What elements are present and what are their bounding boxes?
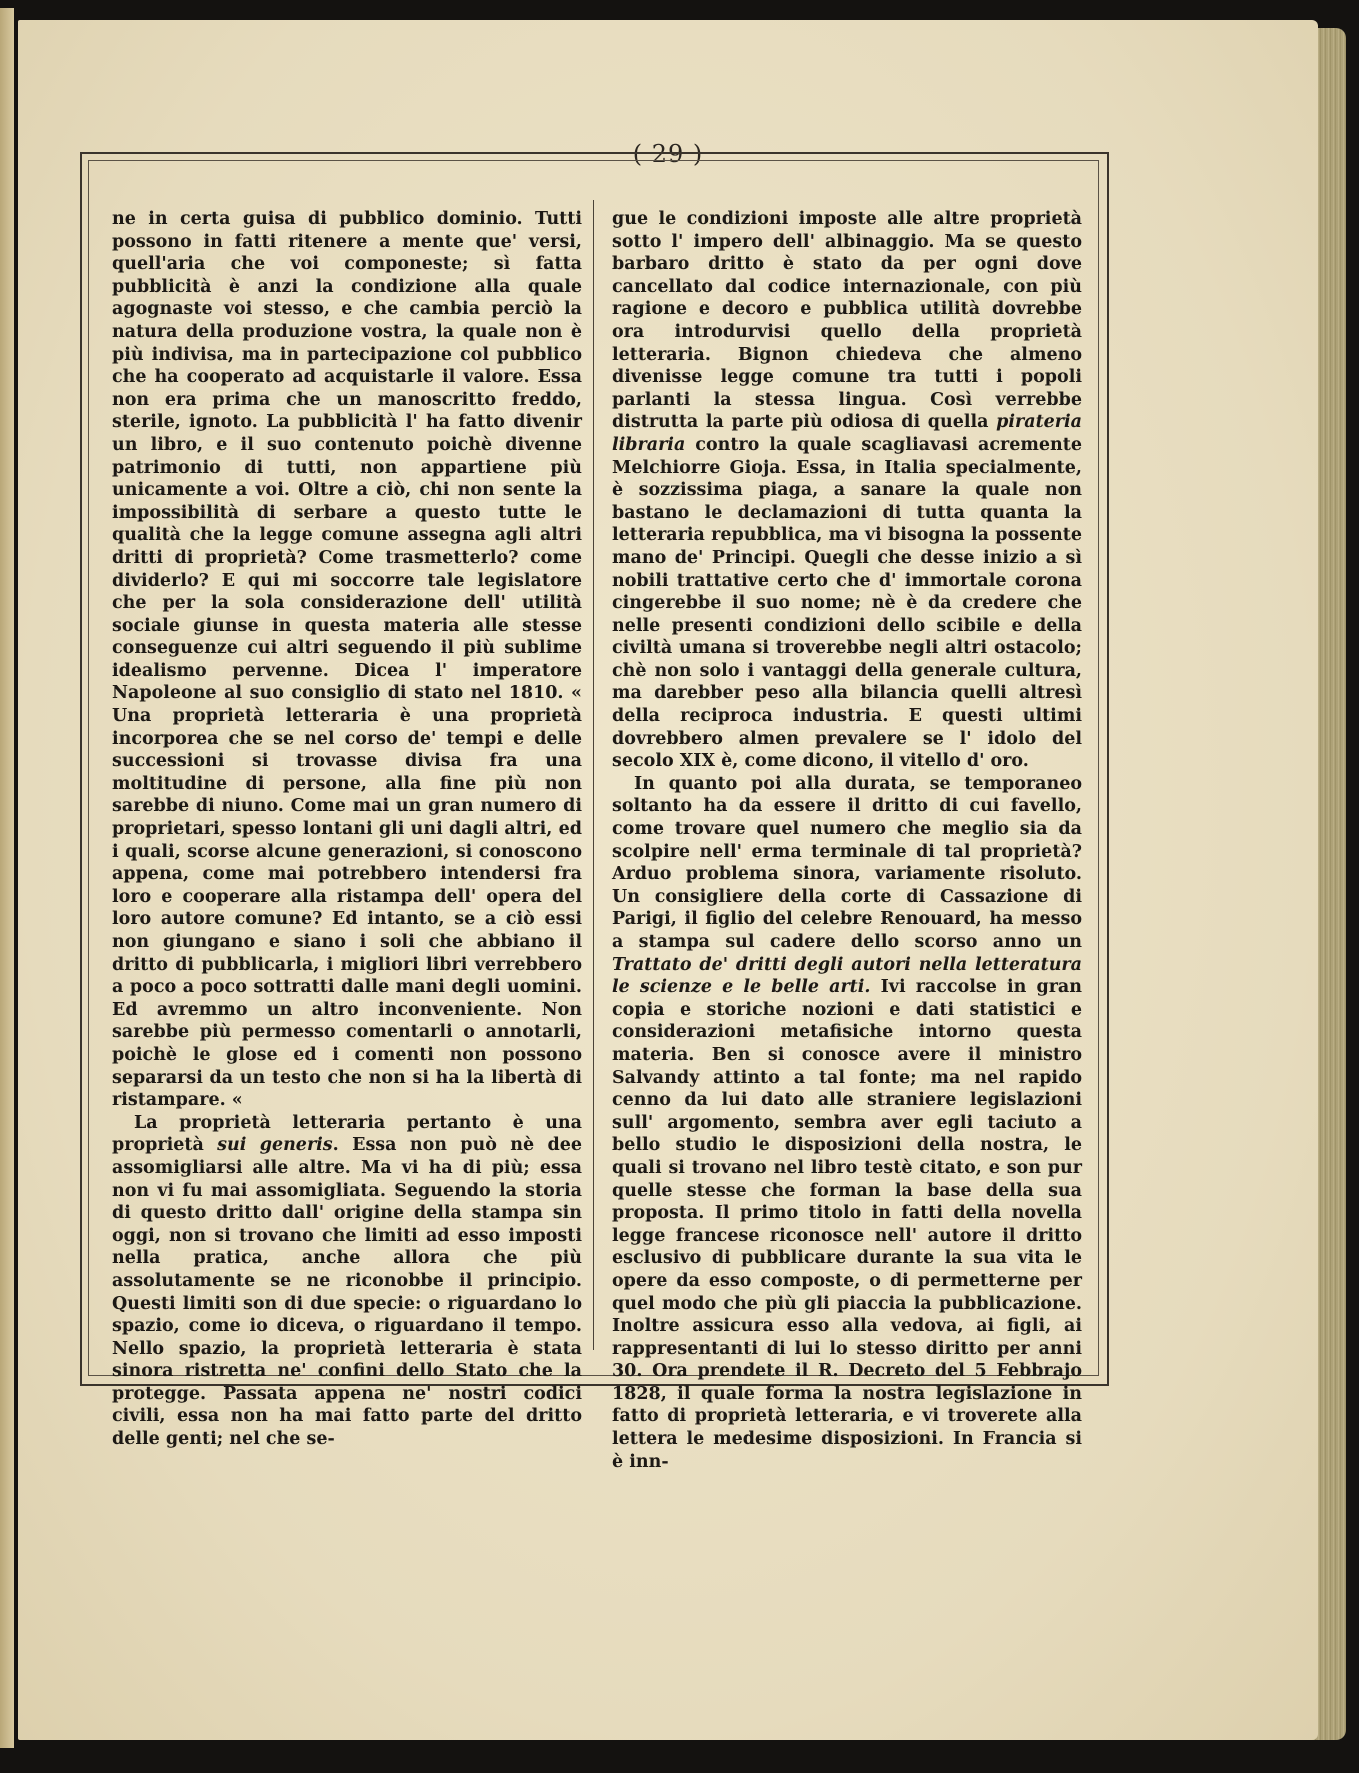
paragraph-text: . Essa non può nè dee assomigliarsi alle altre. Ma vi ha di più; essa non vi fu mai assomigliata. Seguendo la storia di questo dritto dall' origine della stampa sin oggi, non si trovano che limiti ad esso imposti nella pratica, anche allora che più assolutamente se ne riconobbe il principio. Questi limiti son di due specie: o riguardano lo spazio, come io diceva, o riguardano il tempo. Nello spazio, la proprietà letteraria è stata sinora ristretta ne' confini dello Stato che la protegge. Passata appena ne' nostri codici civili, essa non ha mai fatto parte del dritto delle genti; nel che se-	[112, 1135, 582, 1450]
paragraph-text: ne in certa guisa di pubblico dominio. Tutti possono in fatti ritenere a mente que' versi, quell'aria che voi componeste; sì fatta pubblicità è anzi la condizione alla quale agognaste voi stesso, e che cambia perciò la natura della produzione vostra, la quale non è più indivisa, ma in partecipazione col pubblico che ha cooperato ad acquistarle il valore. Essa non era prima che un manoscritto freddo, sterile, ignoto. La pubblicità l' ha fatto divenir un libro, e il suo contenuto poichè divenne patrimonio di tutti, non appartiene più unicamente a voi. Oltre a ciò, chi non sente la impossibilità di serbare a questo tutte le qualità che la legge comune assegna agli altri dritti di proprietà? Come trasmetterlo? come dividerlo? E qui mi soccorre tale legislatore che per la sola considerazione dell' utilità sociale giunse in questa materia alle stesse conseguenze cui altri seguendo il più sublime idealismo pervenne. Dicea l' imperatore Napoleone al suo consiglio di stato nel 1810. « Una proprietà letteraria è una proprietà incorporea che se nel corso de' tempi e delle successioni si trovasse divisa fra una moltitudine di persone, alla fine più non sarebbe di niuno. Come mai un gran numero di proprietari, spesso lontani gli uni dagli altri, ed i quali, scorse alcune generazioni, si conoscono appena, come mai potrebbero intendersi fra loro e cooperare alla ristampa dell' opera del loro autore comune? Ed intanto, se a ciò essi non giungano e siano i soli che abbiano il dritto di pubblicarla, i migliori libri verrebbero a poco a poco sottratti dalle mani degli uomini. Ed avremmo un altro inconveniente. Non sarebbe più permesso comentarli o annotarli, poichè le glose ed i comenti non possono separarsi da un testo che non si ha la libertà di ristampare. «	[112, 209, 582, 1111]
paragraph-text: La proprietà letteraria pertanto è una proprietà	[112, 1112, 582, 1156]
italic-title: Trattato de' dritti degli autori nella letteratura le scienze e le belle arti.	[612, 954, 1082, 998]
paragraph	[112, 208, 582, 1112]
previous-page-edge	[0, 8, 14, 1748]
italic-phrase: pirateria libraria	[612, 412, 1082, 455]
paragraph	[612, 208, 1082, 773]
paragraph-text: Ivi raccolse in gran copia e storiche nozioni e dati statistici e considerazioni metafisiche intorno questa materia. Ben si conosce avere il ministro Salvandy attinto a tal fonte; ma nel rapido cenno da lui dato alle straniere legislazioni sull' argomento, sembra aver egli taciuto a bello studio le disposizioni della nostra, le quali si trovano nel libro testè citato, e son pur quelle stesse che forman la base della sua proposta. Il primo titolo in fatti della novella legge francese riconosce nell' autore il dritto esclusivo di pubblicare durante la sua vita le opere da esso composte, o di permetterne per quel modo che più gli piaccia la pubblicazione. Inoltre assicura esso alla vedova, ai figli, ai rappresentanti di lui lo stesso diritto per anni 30. Ora prendete il R. Decreto del 5 Febbrajo 1828, il quale forma la nostra legislazione in fatto di proprietà letteraria, e vi troverete alla lettera le medesime disposizioni. In Francia si è inn-	[612, 977, 1082, 1472]
italic-phrase: sui generis	[217, 1135, 333, 1156]
paragraph	[112, 1112, 582, 1451]
left-column	[112, 208, 582, 1450]
column-divider	[593, 200, 594, 1350]
right-column	[612, 208, 1082, 1472]
paragraph-text: contro la quale scagliavasi acremente Melchiorre Gioja. Essa, in Italia specialmente, è sozzissima piaga, a sanare la quale non bastano le declamazioni di tutta quanta la letteraria repubblica, ma vi bisogna la possente mano de' Principi. Quegli che desse inizio a sì nobili trattative certo che d' immortale corona cingerebbe il suo nome; nè è da credere che nelle presenti condizioni dello scibile e della civiltà umana si troverebbe negli altri ostacolo; chè non solo i vantaggi della generale cultura, ma darebber peso alla bilancia quelli altresì della reciproca industria. E questi ultimi dovrebbero almen prevalere se l' idolo del secolo XIX è, come dicono, il vitello d' oro.	[612, 434, 1082, 772]
paragraph-text: gue le condizioni imposte alle altre proprietà sotto l' impero dell' albinaggio. Ma se questo barbaro dritto è stato da per ogni dove cancellato dal codice internazionale, con più ragione e decoro e pubblica utilità dovrebbe ora introdurvisi quello della proprietà letteraria. Bignon chiedeva che almeno divenisse legge comune tra tutti i popoli parlanti la stessa lingua. Così verrebbe distrutta la parte più odiosa di quella	[612, 209, 1082, 433]
page-number: ( 29 )	[632, 140, 704, 168]
paragraph	[612, 773, 1082, 1473]
paragraph-text: In quanto poi alla durata, se temporaneo soltanto ha da essere il dritto di cui favello, come trovare quel numero che meglio sia da scolpire nell' erma terminale di tal proprietà? Arduo problema sinora, variamente risoluto. Un consigliere della corte di Cassazione di Parigi, il figlio del celebre Renouard, ha messo a stampa sul cadere dello scorso anno un	[612, 773, 1082, 952]
